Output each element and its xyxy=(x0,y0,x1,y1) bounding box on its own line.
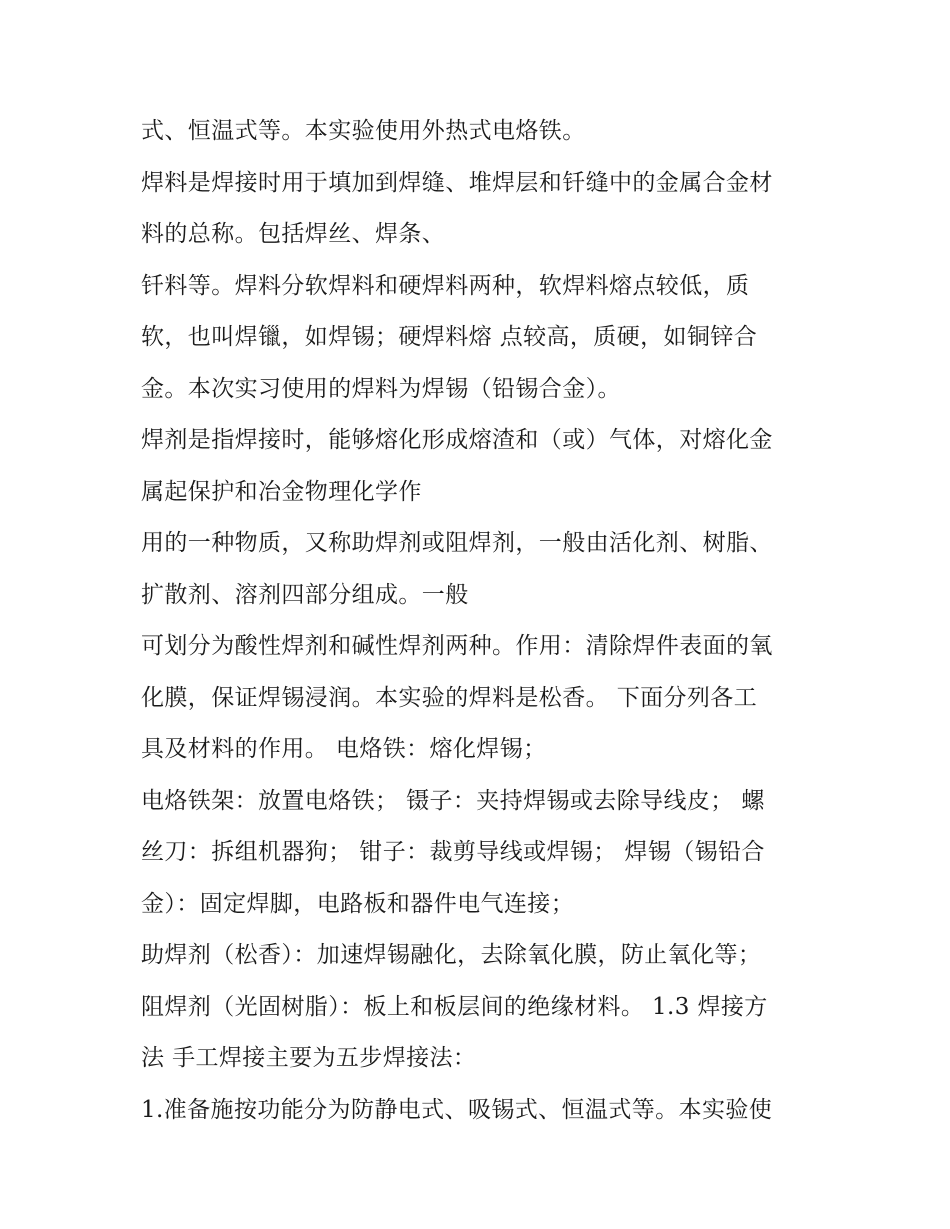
text-line: 金。本次实习使用的焊料为焊锡（铅锡合金）。 xyxy=(141,375,621,402)
text-line: 可划分为酸性焊剂和碱性焊剂两种。作用：清除焊件表面的氧 xyxy=(141,633,773,659)
text-line: 式、恒温式等。本实验使用外热式电烙铁。 xyxy=(141,118,586,144)
text-line: 具及材料的作用。 电烙铁：熔化焊锡； xyxy=(141,736,547,762)
text-line: 阻焊剂（光固树脂）：板上和板层间的绝缘材料。 1.3 焊接方 xyxy=(141,993,768,1020)
text-line: 助焊剂（松香）：加速焊锡融化，去除氧化膜，防止氧化等； xyxy=(141,942,762,968)
text-line: 属起保护和冶金物理化学作 xyxy=(141,478,422,505)
text-line: 料的总称。包括焊丝、焊条、 xyxy=(141,221,446,247)
text-line: 软，也叫焊镴，如焊锡；硬焊料熔 点较高，质硬，如铜锌合 xyxy=(141,324,758,350)
text-line: 扩散剂、溶剂四部分组成。一般 xyxy=(141,581,469,608)
text-line: 电烙铁架：放置电烙铁； 镊子：夹持焊锡或去除导线皮； 螺 xyxy=(141,787,765,814)
body-text xyxy=(141,106,821,1136)
text-line: 化膜，保证焊锡浸润。本实验的焊料是松香。 下面分列各工 xyxy=(141,684,758,711)
text-line: 焊剂是指焊接时，能够熔化形成熔渣和（或）气体，对熔化金 xyxy=(141,427,773,453)
text-line: 法 手工焊接主要为五步焊接法： xyxy=(141,1045,477,1071)
text-line: 用的一种物质，又称助焊剂或阻焊剂，一般由活化剂、树脂、 xyxy=(141,530,773,556)
text-line: 焊料是焊接时用于填加到焊缝、堆焊层和钎缝中的金属合金材 xyxy=(141,169,773,196)
text-line: 丝刀：拆组机器狗； 钳子：裁剪导线或焊锡； 焊锡（锡铅合 xyxy=(141,839,765,865)
text-line: 钎料等。焊料分软焊料和硬焊料两种，软焊料熔点较低，质 xyxy=(141,272,750,299)
text-line: 1.准备施按功能分为防静电式、吸锡式、恒温式等。本实验使 xyxy=(141,1096,773,1123)
text-line: 金）：固定焊脚，电路板和器件电气连接； xyxy=(141,890,575,917)
